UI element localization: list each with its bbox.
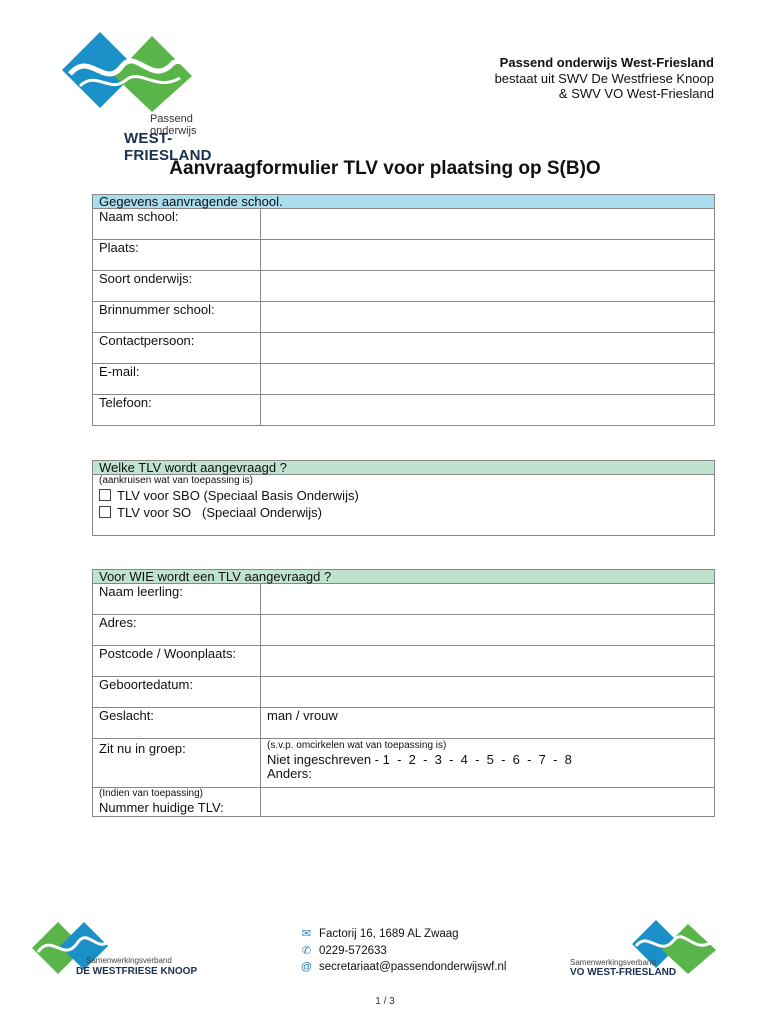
field-input-soort-onderwijs[interactable]	[261, 271, 715, 302]
checkbox-icon[interactable]	[99, 489, 111, 501]
school-section-heading: Gegevens aanvragende school.	[93, 195, 715, 209]
phone: 0229-572633	[319, 944, 387, 957]
phone-icon: ✆	[301, 944, 312, 957]
tlv-option-so[interactable]	[99, 504, 708, 521]
logo-passend-onderwijs	[60, 30, 212, 164]
field-input-brinnummer[interactable]	[261, 302, 715, 333]
field-label: Plaats:	[93, 240, 261, 271]
field-label: Contactpersoon:	[93, 333, 261, 364]
field-input-telefoon[interactable]	[261, 395, 715, 426]
tlv-option-sbo[interactable]	[99, 487, 708, 504]
org-line3: & SWV VO West-Friesland	[558, 86, 714, 101]
field-input-adres[interactable]	[261, 615, 715, 646]
vo-logo-line1: Samenwerkingsverband	[570, 958, 656, 967]
tlv-number-label-cell	[93, 788, 261, 817]
org-info	[495, 55, 714, 102]
tlv-section	[92, 460, 715, 536]
tlv-number-note: (Indien van toepassing)	[99, 788, 203, 799]
field-label: Brinnummer school:	[93, 302, 261, 333]
option-label: TLV voor SBO (Speciaal Basis Onderwijs)	[117, 488, 359, 503]
field-group-options[interactable]	[261, 739, 715, 788]
field-label: Naam leerling:	[93, 584, 261, 615]
contact-info	[300, 926, 506, 976]
field-input-plaats[interactable]	[261, 240, 715, 271]
logo-vo-west-friesland	[566, 916, 736, 978]
field-label: Telefoon:	[93, 395, 261, 426]
field-label: Adres:	[93, 615, 261, 646]
tlv-section-heading: Welke TLV wordt aangevraagd ?	[93, 461, 715, 475]
field-input-contactpersoon[interactable]	[261, 333, 715, 364]
logo-text-line2: WEST-FRIESLAND	[124, 130, 212, 164]
address: Factorij 16, 1689 AL Zwaag	[319, 928, 459, 940]
checkbox-icon[interactable]	[99, 506, 111, 518]
field-input-tlv-number[interactable]	[261, 788, 715, 817]
phone-row	[300, 943, 506, 960]
field-label: Soort onderwijs:	[93, 271, 261, 302]
field-label: Geslacht:	[93, 708, 261, 739]
email-row[interactable]	[300, 959, 506, 976]
field-gender-value[interactable]: man / vrouw	[261, 708, 715, 739]
email-link[interactable]: secretariaat@passendonderwijswf.nl	[319, 961, 507, 973]
field-label: Geboortedatum:	[93, 677, 261, 708]
field-input-naam-leerling[interactable]	[261, 584, 715, 615]
field-input-email[interactable]	[261, 364, 715, 395]
org-name: Passend onderwijs West-Friesland	[499, 55, 714, 70]
field-label: Zit nu in groep:	[93, 739, 261, 788]
field-label: Postcode / Woonplaats:	[93, 646, 261, 677]
school-section	[92, 194, 715, 426]
address-row	[300, 926, 506, 943]
group-note: (s.v.p. omcirkelen wat van toepassing is)	[267, 740, 447, 751]
field-label: Naam school:	[93, 209, 261, 240]
logo-mark-icon	[60, 30, 200, 112]
at-icon: @	[300, 961, 313, 973]
field-input-postcode[interactable]	[261, 646, 715, 677]
student-section	[92, 569, 715, 817]
field-label: E-mail:	[93, 364, 261, 395]
knoop-logo-line2: DE WESTFRIESE KNOOP	[76, 966, 198, 977]
knoop-logo-line1: Samenwerkingsverband	[86, 956, 172, 965]
tlv-note: (aankruisen wat van toepassing is)	[99, 475, 253, 486]
logo-westfriese-knoop	[28, 918, 208, 978]
student-section-heading: Voor WIE wordt een TLV aangevraagd ?	[93, 570, 715, 584]
field-input-naam-school[interactable]	[261, 209, 715, 240]
org-line2: bestaat uit SWV De Westfriese Knoop	[494, 70, 714, 86]
tlv-number-label: Nummer huidige TLV:	[99, 800, 224, 815]
group-options: Niet ingeschreven - 1 - 2 - 3 - 4 - 5 - 6 - 7 - 8	[267, 752, 572, 767]
document-title: Aanvraagformulier TLV voor plaatsing op S(B)O	[169, 158, 601, 179]
field-input-geboortedatum[interactable]	[261, 677, 715, 708]
vo-logo-line2: VO WEST-FRIESLAND	[570, 967, 677, 978]
option-label: TLV voor SO (Speciaal Onderwijs)	[117, 505, 322, 520]
page-number: 1 / 3	[375, 996, 395, 1007]
mail-icon: ✉	[301, 928, 312, 940]
group-other: Anders:	[267, 766, 312, 781]
logo-text-line1: Passend onderwijs	[150, 113, 197, 137]
